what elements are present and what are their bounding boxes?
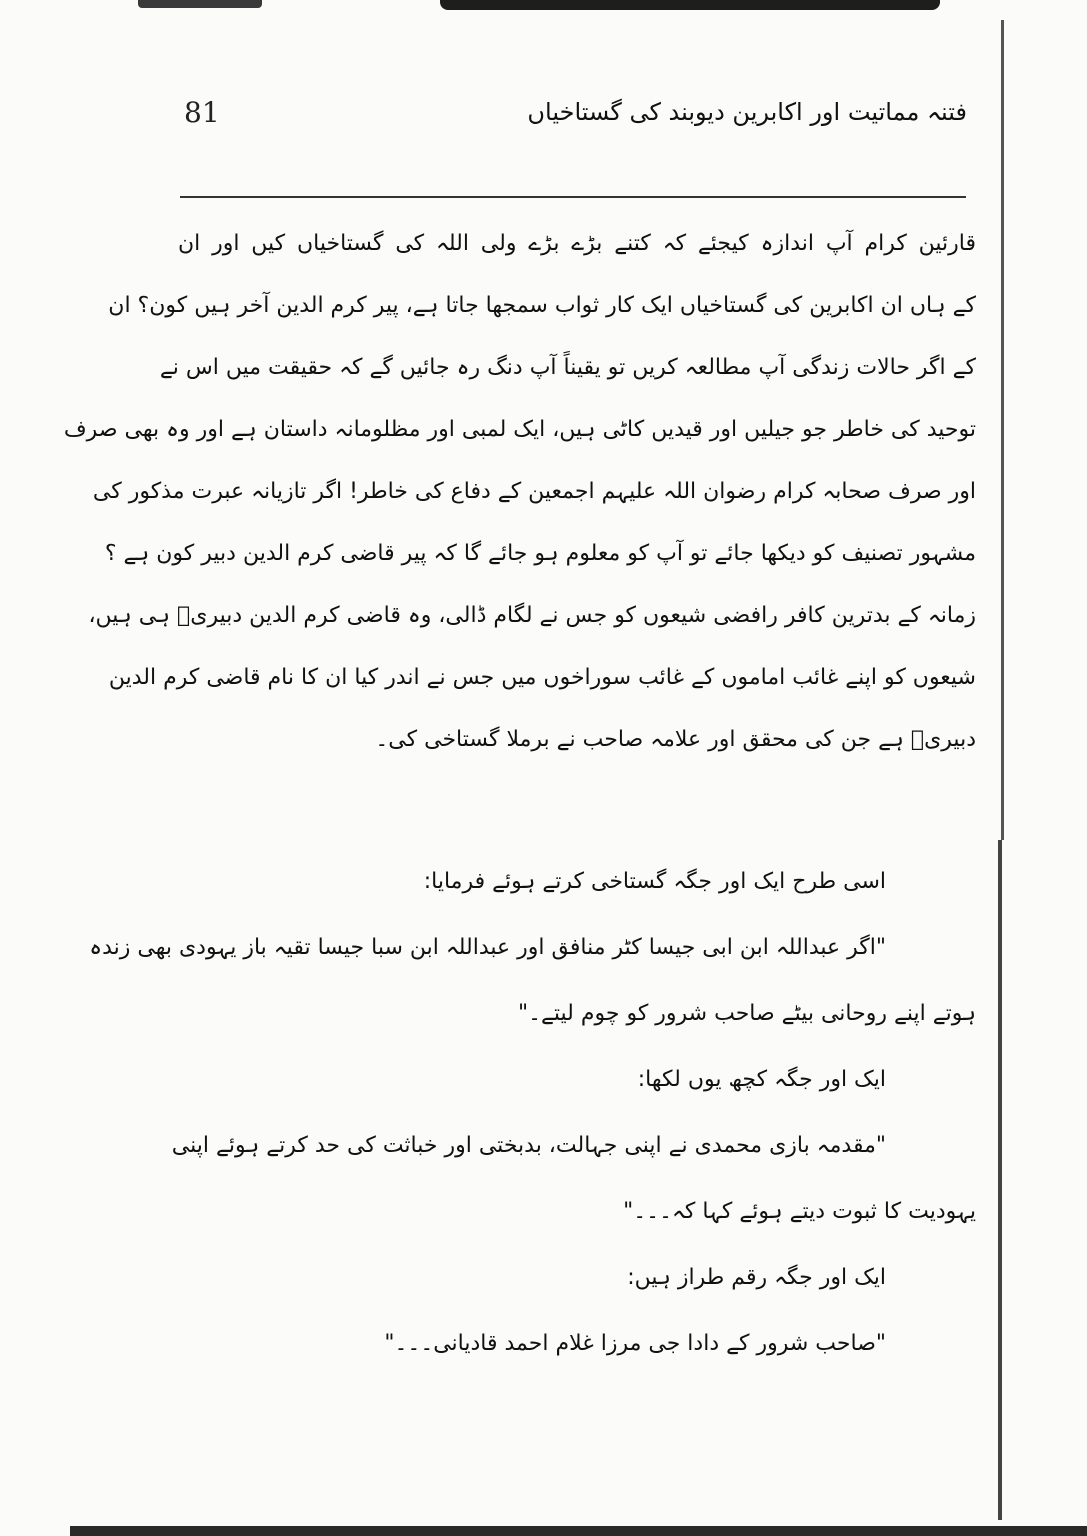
text-line: کے ہاں ان اکابرین کی گستاخیاں ایک کار ثواب سمجھا جاتا ہے، پیر کرم الدین آخر ہیں کون؟ ان xyxy=(108,293,976,318)
text-line: مشہور تصنیف کو دیکھا جائے تو آپ کو معلوم ہو جائے گا کہ پیر قاضی کرم الدین دبیر کون ہے ؟ xyxy=(104,541,976,566)
text-line: دبیریؒ ہے جن کی محقق اور علامہ صاحب نے برملا گستاخی کی۔ xyxy=(375,727,976,752)
quote-line: "مقدمہ بازی محمدی نے اپنی جہالت، بدبختی اور خباثت کی حد کرتے ہوئے اپنی xyxy=(171,1133,886,1158)
page-number: 81 xyxy=(184,96,220,129)
text-line: زمانہ کے بدترین کافر رافضی شیعوں کو جس نے لگام ڈالی، وہ قاضی کرم الدین دبیریؒ ہی ہیں، xyxy=(88,603,976,628)
section-intro: ایک اور جگہ کچھ یوں لکھا: xyxy=(637,1067,886,1092)
quote-line: یہودیت کا ثبوت دیتے ہوئے کہا کہ۔۔۔" xyxy=(623,1199,976,1224)
text-line: توحید کی خاطر جو جیلیں اور قیدیں کاٹی ہیں، ایک لمبی اور مظلومانہ داستان ہے اور وہ بھی صرف xyxy=(63,417,976,442)
quote-line: "اگر عبداللہ ابن ابی جیسا کٹر منافق اور عبداللہ ابن سبا جیسا تقیہ باز یہودی بھی زندہ xyxy=(89,935,886,960)
scan-artifact xyxy=(70,1526,1087,1536)
header-divider xyxy=(180,196,966,198)
quotes-section xyxy=(89,860,976,1388)
quote-line: ہوتے اپنے روحانی بیٹے صاحب شرور کو چوم لیتے۔" xyxy=(518,1001,976,1026)
running-title: فتنہ مماتیت اور اکابرین دیوبند کی گستاخیاں xyxy=(527,98,967,126)
paragraph-main xyxy=(63,222,976,780)
section-intro: ایک اور جگہ رقم طراز ہیں: xyxy=(627,1265,886,1290)
scan-artifact xyxy=(440,0,940,10)
quote-line: "صاحب شرور کے دادا جی مرزا غلام احمد قادیانی۔۔۔" xyxy=(384,1331,886,1356)
text-line: شیعوں کو اپنے غائب اماموں کے غائب سوراخوں میں جس نے اندر کیا ان کا نام قاضی کرم الدین xyxy=(108,665,976,690)
text-line: قارئین کرام آپ اندازہ کیجئے کہ کتنے بڑے بڑے ولی اللہ کی گستاخیاں کیں اور ان xyxy=(178,231,976,256)
text-line: کے اگر حالات زندگی آپ مطالعہ کریں تو یقیناً آپ دنگ رہ جائیں گے کہ حقیقت میں اس نے xyxy=(159,355,976,380)
section-intro: اسی طرح ایک اور جگہ گستاخی کرتے ہوئے فرمایا: xyxy=(423,869,886,894)
page-edge-shadow xyxy=(998,840,1002,1520)
page-edge-shadow xyxy=(1001,20,1004,840)
scan-artifact xyxy=(138,0,262,8)
text-line: اور صرف صحابہ کرام رضوان اللہ علیہم اجمعین کے دفاع کی خاطر! اگر تازیانہ عبرت مذکور کی xyxy=(92,479,976,504)
